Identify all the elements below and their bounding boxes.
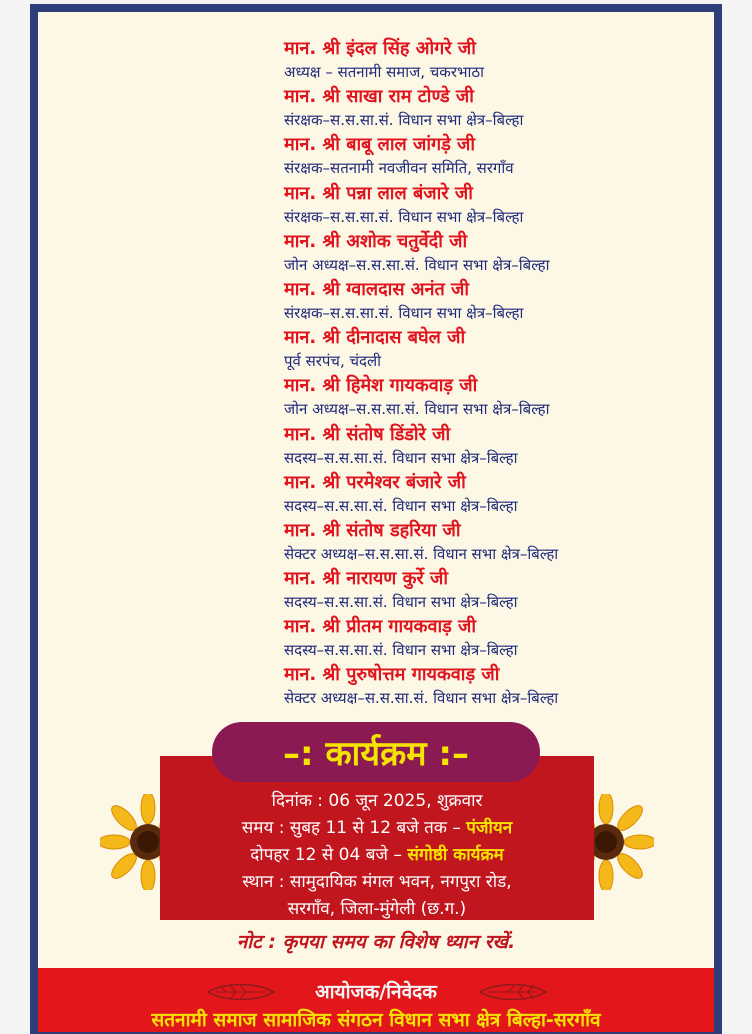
- member-role: सेक्टर अध्यक्ष–स.स.सा.सं. विधान सभा क्षेत्र–बिल्हा: [284, 544, 559, 563]
- list-item: [284, 84, 704, 132]
- member-name: मान. श्री ग्वालदास अनंत जी: [284, 278, 470, 300]
- member-name: मान. श्री अशोक चतुर्वेदी जी: [284, 230, 468, 252]
- member-name: मान. श्री बाबू लाल जांगड़े जी: [284, 134, 476, 156]
- member-name: मान. श्री दीनादास बघेल जी: [284, 327, 466, 349]
- program-time-2: [160, 842, 594, 869]
- member-role: सदस्य–स.स.सा.सं. विधान सभा क्षेत्र–बिल्हा: [284, 448, 518, 467]
- program-date: दिनांक : 06 जून 2025, शुक्रवार: [271, 791, 483, 811]
- list-item: [284, 181, 704, 229]
- member-role: संरक्षक–स.स.सा.सं. विधान सभा क्षेत्र–बिल्हा: [284, 303, 524, 322]
- member-role: सदस्य–स.स.सा.सं. विधान सभा क्षेत्र–बिल्हा: [284, 641, 518, 660]
- list-item: [284, 132, 704, 180]
- venue-line-2: सरगाँव, जिला-मुंगेली (छ.ग.): [287, 899, 467, 919]
- time-2-event: संगोष्ठी कार्यक्रम: [407, 845, 504, 865]
- member-name: मान. श्री साखा राम टोण्डे जी: [284, 86, 474, 108]
- member-name: मान. श्री पन्ना लाल बंजारे जी: [284, 182, 473, 204]
- time-2-label: दोपहर 12 से 04 बजे –: [250, 845, 402, 865]
- member-role: सदस्य–स.स.सा.सं. विधान सभा क्षेत्र–बिल्हा: [284, 593, 518, 612]
- venue-line-1: स्थान : सामुदायिक मंगल भवन, नगपुरा रोड,: [242, 872, 512, 892]
- list-item: [284, 518, 704, 566]
- member-role: संरक्षक–स.स.सा.सं. विधान सभा क्षेत्र–बिल्हा: [284, 207, 524, 226]
- footer-banner: [38, 968, 714, 1032]
- member-role: संरक्षक–सतनामी नवजीवन समिति, सरगाँव: [284, 159, 514, 178]
- list-item: [284, 229, 704, 277]
- list-item: [284, 277, 704, 325]
- member-role: जोन अध्यक्ष–स.स.सा.सं. विधान सभा क्षेत्र–बिल्हा: [284, 255, 550, 274]
- member-name: मान. श्री संतोष डहरिया जी: [284, 519, 461, 541]
- poster: [38, 12, 714, 1032]
- program-time-1: [160, 815, 594, 842]
- member-name: मान. श्री इंदल सिंह ओगरे जी: [284, 38, 476, 59]
- list-item: [284, 614, 704, 662]
- list-item: [284, 566, 704, 614]
- member-role: जोन अध्यक्ष–स.स.सा.सं. विधान सभा क्षेत्र–बिल्हा: [284, 400, 550, 419]
- member-role: सेक्टर अध्यक्ष–स.स.सा.सं. विधान सभा क्षेत्र–बिल्हा: [284, 689, 559, 708]
- member-role: संरक्षक–स.स.सा.सं. विधान सभा क्षेत्र–बिल्हा: [284, 111, 524, 130]
- member-list: [284, 36, 704, 711]
- list-item: [284, 373, 704, 421]
- organizer-label: आयोजक/निवेदक: [315, 981, 437, 1003]
- list-item: [284, 36, 704, 84]
- member-name: मान. श्री प्रीतम गायकवाड़ जी: [284, 616, 477, 638]
- member-name: मान. श्री पुरुषोत्तम गायकवाड़ जी: [284, 664, 500, 686]
- member-name: मान. श्री संतोष डिंडोरे जी: [284, 423, 451, 445]
- time-1-label: समय : सुबह 11 से 12 बजे तक –: [241, 818, 461, 838]
- member-role: सदस्य–स.स.सा.सं. विधान सभा क्षेत्र–बिल्हा: [284, 496, 518, 515]
- member-role: अध्यक्ष – सतनामी समाज, चकरभाठा: [284, 63, 484, 81]
- organization-name: सतनामी समाज सामाजिक संगठन विधान सभा क्षेत्र बिल्हा-सरगाँव: [151, 1009, 601, 1031]
- member-role: पूर्व सरपंच, चंदली: [284, 352, 382, 371]
- list-item: [284, 470, 704, 518]
- program-title: –: कार्यक्रम :–: [212, 722, 540, 782]
- list-item: [284, 662, 704, 710]
- member-name: मान. श्री हिमेश गायकवाड़ जी: [284, 375, 478, 397]
- list-item: [284, 325, 704, 373]
- member-name: मान. श्री परमेश्वर बंजारे जी: [284, 471, 466, 493]
- note-text: नोट : कृपया समय का विशेष ध्यान रखें.: [236, 931, 516, 953]
- list-item: [284, 422, 704, 470]
- time-1-event: पंजीयन: [466, 818, 513, 838]
- member-name: मान. श्री नारायण कुर्रे जी: [284, 568, 449, 590]
